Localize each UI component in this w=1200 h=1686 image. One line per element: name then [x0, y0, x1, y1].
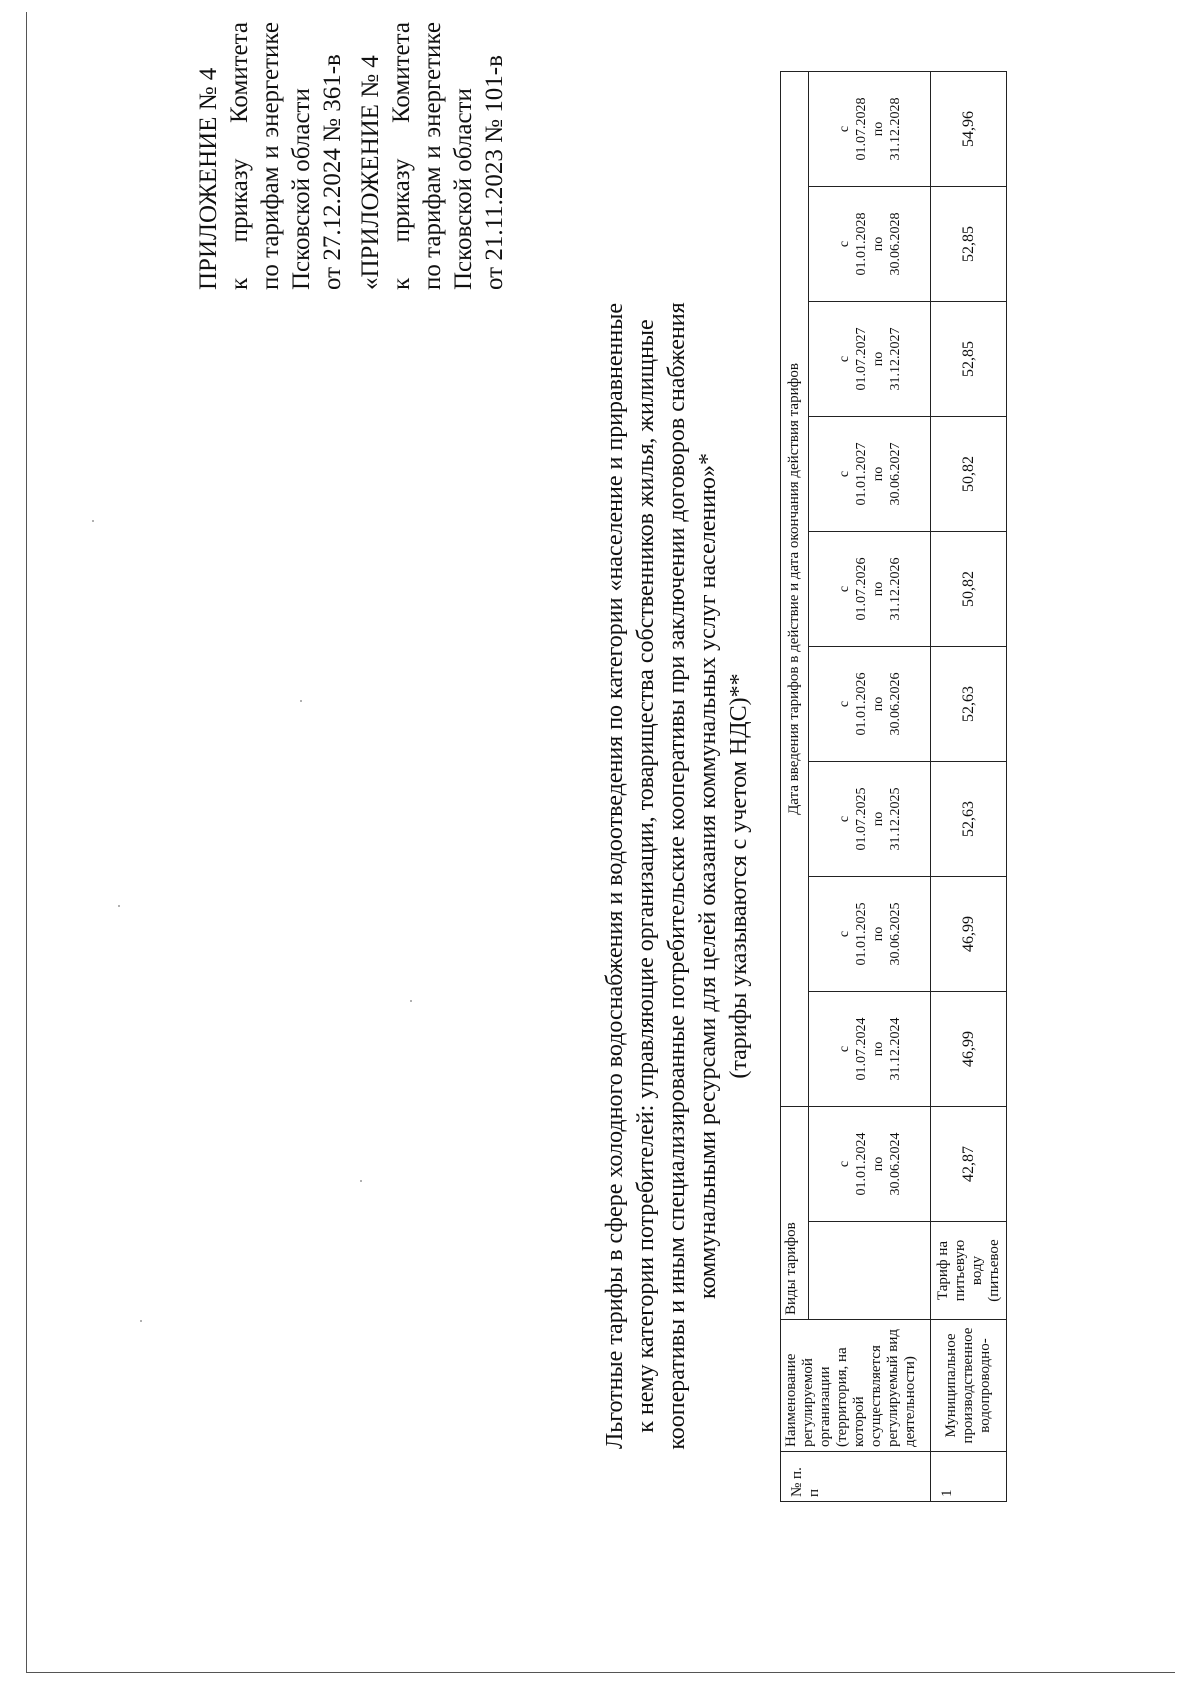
period-cell: с 01.01.2024 по 30.06.2024: [809, 1107, 931, 1222]
appendix-line: [386, 22, 417, 290]
header-number: № п. п: [781, 1452, 931, 1502]
tariff-value: 50,82: [931, 532, 1007, 647]
tariff-value: 50,82: [931, 417, 1007, 532]
appendix-word: приказу: [226, 158, 253, 243]
appendix-word: приказу: [388, 158, 415, 243]
period-cell: с 01.07.2024 по 31.12.2024: [809, 992, 931, 1107]
appendix-title: «ПРИЛОЖЕНИЕ № 4: [357, 55, 384, 290]
appendix-line: [255, 22, 286, 290]
appendix-word: энергетике: [419, 22, 446, 138]
title-line: кооперативы и иным специализированные потребительские кооперативы при заключении договоров снабжения: [664, 302, 690, 1450]
header-tariff-kind: Виды тарифов: [781, 1107, 809, 1320]
header-spacer: [809, 1222, 931, 1320]
appendix-word: Комитета: [388, 22, 415, 124]
appendix-previous: [355, 0, 510, 290]
period-cell: с 01.01.2027 по 30.06.2027: [809, 417, 931, 532]
tariff-value: 46,99: [931, 877, 1007, 992]
period-cell: с 01.07.2026 по 31.12.2026: [809, 532, 931, 647]
title-line: коммунальными ресурсами для целей оказания коммунальных услуг населению»*: [695, 453, 721, 1299]
tariff-table: [780, 71, 1007, 1502]
appendix-line: Псковской области: [450, 88, 477, 290]
tariff-value: 46,99: [931, 992, 1007, 1107]
appendix-order-ref: от 21.11.2023 № 101-в: [481, 55, 508, 290]
appendix-line: [417, 22, 448, 290]
title-line: Льготные тарифы в сфере холодного водоснабжения и водоотведения по категории «население и приравненные: [602, 303, 628, 1449]
title-line: к нему категории потребителей: управляющие организации, товарищества собственников жилья, жилищные: [633, 319, 659, 1433]
period-row: [809, 71, 931, 1501]
period-cell: с 01.07.2027 по 31.12.2027: [809, 302, 931, 417]
table-row: [931, 71, 1007, 1501]
period-cell: с 01.07.2025 по 31.12.2025: [809, 762, 931, 877]
appendix-word: Комитета: [226, 22, 253, 124]
appendix-word: по тарифам: [419, 166, 446, 290]
appendix-order-ref: от 27.12.2024 № 361-в: [319, 54, 346, 290]
appendix-word: к: [226, 277, 253, 290]
appendix-title: ПРИЛОЖЕНИЕ № 4: [195, 67, 222, 290]
header-organization: Наименование регулируемой организации (территория, на которой осуществляется регулируемый вид деятельности): [781, 1320, 931, 1452]
row-organization: Муниципальное производственное водопроводно-: [931, 1320, 1007, 1452]
document-title: [600, 246, 755, 1506]
header-dates: Дата введения тарифов в действие и дата окончания действия тарифов: [781, 71, 809, 1106]
title-line: (тарифы указываются с учетом НДС)**: [726, 673, 752, 1079]
appendix-word: к: [388, 277, 415, 290]
tariff-value: 52,63: [931, 647, 1007, 762]
row-number: 1: [931, 1452, 1007, 1502]
tariff-value: 52,85: [931, 302, 1007, 417]
tariff-value: 52,63: [931, 762, 1007, 877]
header-row: [781, 71, 809, 1501]
appendix-word: энергетике: [257, 22, 284, 138]
tariff-value: 52,85: [931, 187, 1007, 302]
period-cell: с 01.01.2028 по 30.06.2028: [809, 187, 931, 302]
row-tariff-kind: Тариф на питьевую воду (питьевое: [931, 1222, 1007, 1320]
period-cell: с 01.07.2028 по 31.12.2028: [809, 71, 931, 186]
appendix-current: [193, 0, 348, 290]
appendix-word: и: [419, 145, 446, 159]
tariff-value: 54,96: [931, 71, 1007, 186]
appendix-word: по тарифам: [257, 166, 284, 290]
appendix-line: Псковской области: [288, 88, 315, 290]
appendix-line: [224, 22, 255, 290]
period-cell: с 01.01.2026 по 30.06.2026: [809, 647, 931, 762]
tariff-value: 42,87: [931, 1107, 1007, 1222]
appendix-word: и: [257, 145, 284, 159]
period-cell: с 01.01.2025 по 30.06.2025: [809, 877, 931, 992]
